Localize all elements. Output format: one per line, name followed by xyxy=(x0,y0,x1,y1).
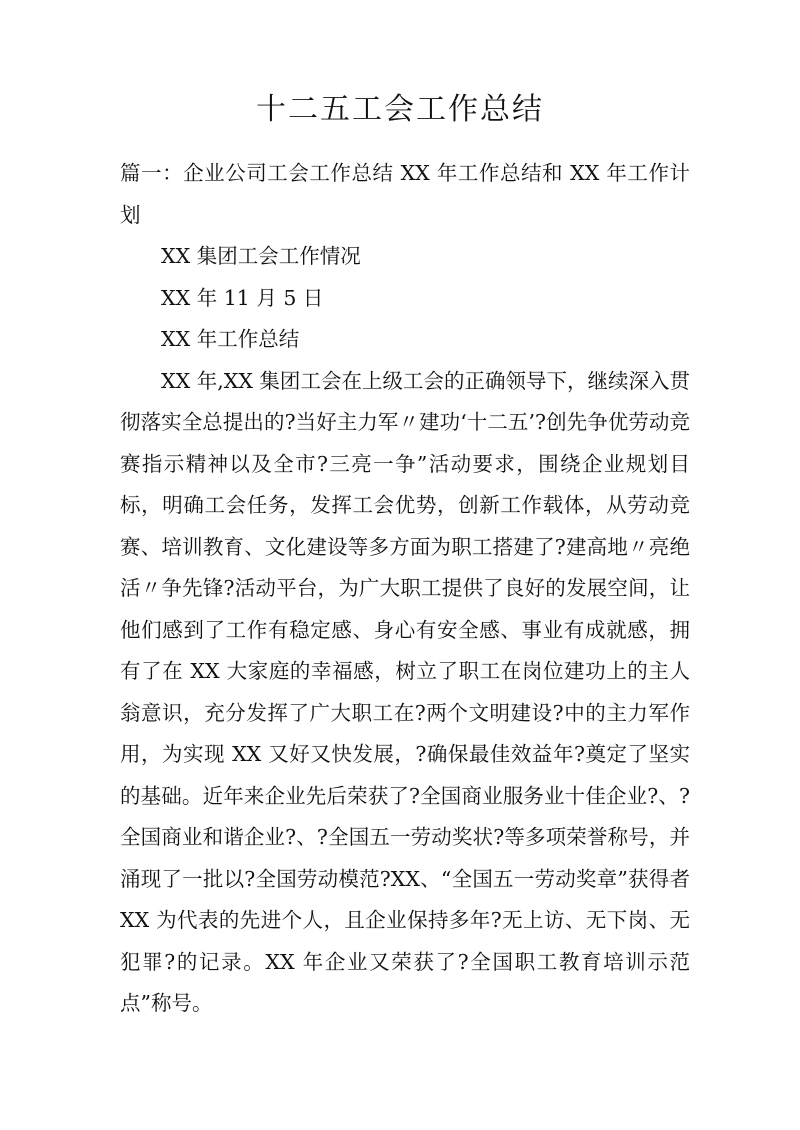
summary-heading: XX 年工作总结 xyxy=(161,327,300,351)
report-title-line: XX 集团工会工作情况 xyxy=(161,244,361,268)
report-date-line: XX 年 11 月 5 日 xyxy=(161,285,324,310)
document-body xyxy=(120,153,690,1025)
section-heading: 篇一：企业公司工会工作总结 XX 年工作总结和 XX 年工作计划 xyxy=(120,161,690,227)
document-title: 十二五工会工作总结 xyxy=(256,92,544,127)
body-paragraph: XX 年,XX 集团工会在上级工会的正确领导下，继续深入贯彻落实全总提出的?当好主力军〃建功‘十二五’?创先争优劳动竞赛指示精神以及全市?三亮一争”活动要求，围绕企业规划目标，明确工会任务，发挥工会优势，创新工作载体，从劳动竞赛、培训教育、文化建设等多方面为职工搭建了?建高地〃亮绝活〃争先锋?活动平台，为广大职工提供了良好的发展空间，让他们感到了工作有稳定感、身心有安全感、事业有成就感，拥有了在 XX 大家庭的幸福感，树立了职工在岗位建功上的主人翁意识，充分发挥了广大职工在?两个文明建设?中的主力军作用，为实现 XX 又好又快发展，?确保最佳效益年?奠定了坚实的基础。近年来企业先后荣获了?全国商业服务业十佳企业?、?全国商业和谐企业?、?全国五一劳动奖状?等多项荣誉称号，并涌现了一批以?全国劳动模范?XX、“全国五一劳动奖章”获得者 XX 为代表的先进个人，且企业保持多年?无上访、无下岗、无犯罪?的记录。XX 年企业又荣获了?全国职工教育培训示范点”称号。 xyxy=(120,368,690,1015)
